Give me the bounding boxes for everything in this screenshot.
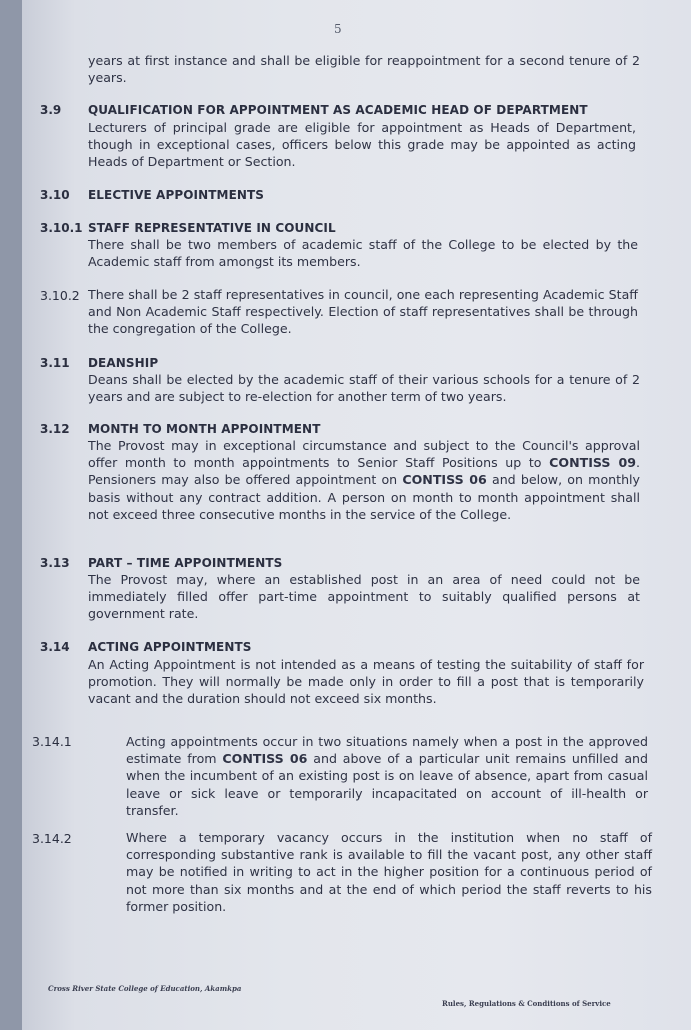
section-number: 3.14.2 (32, 831, 72, 846)
section-number: 3.9 (40, 103, 62, 117)
section-body: Where a temporary vacancy occurs in the institution when no staff of corresponding substantive rank is available to fill the vacant post, any other staff may be notified in writing to act in the higher position for a continuous period of not more than six months and at the end of which period the staff reverts to his former position. (126, 830, 652, 914)
section-number: 3.13 (40, 556, 70, 570)
section-body: The Provost may in exceptional circumstance and subject to the Council's approval offer month to month appointments to Senior Staff Positions up to CONTISS 09. Pensioners may also be offered appointment on CONTISS 06 and below, on monthly basis without any contract addition. A person on month to month appointment shall not exceed three consecutive months in the service of the College. (88, 438, 641, 522)
document-page (22, 0, 691, 1030)
section-heading: MONTH TO MONTH APPOINTMENT (88, 422, 321, 436)
section-heading: QUALIFICATION FOR APPOINTMENT AS ACADEMIC HEAD OF DEPARTMENT (88, 103, 588, 117)
section-number: 3.11 (40, 356, 70, 370)
section-heading: PART – TIME APPOINTMENTS (88, 556, 283, 570)
section-number: 3.10.2 (40, 288, 80, 303)
intro-paragraph: years at first instance and shall be eligible for reappointment for a second tenure of 2 years. (88, 53, 640, 86)
section-body: There shall be two members of academic staff of the College to be elected by the Academic staff from amongst its members. (88, 237, 638, 270)
section-heading: ELECTIVE APPOINTMENTS (88, 188, 265, 202)
section-heading: STAFF REPRESENTATIVE IN COUNCIL (88, 221, 336, 235)
page-number: 5 (334, 22, 342, 36)
section-heading: DEANSHIP (88, 356, 159, 370)
section-number: 3.10 (40, 188, 70, 202)
section-body: Lecturers of principal grade are eligible for appointment as Heads of Department, though in exceptional cases, officers below this grade may be appointed as acting Heads of Department or Section. (88, 120, 636, 170)
section-body: The Provost may, where an established post in an area of need could not be immediately filled offer part-time appointment to suitably qualified persons at government rate. (88, 572, 640, 622)
section-body: Acting appointments occur in two situations namely when a post in the approved estimate from CONTISS 06 and above of a particular unit remains unfilled and when the incumbent of an existing post is on leave of absence, apart from casual leave or sick leave or temporarily incapacitated on account of ill-health or transfer. (126, 734, 649, 818)
section-heading: ACTING APPOINTMENTS (88, 640, 252, 654)
section-number: 3.12 (40, 422, 70, 436)
section-body: An Acting Appointment is not intended as a means of testing the suitability of staff for promotion. They will normally be made only in order to fill a post that is temporarily vacant and the duration should not exceed six months. (88, 657, 644, 707)
section-number: 3.14.1 (32, 734, 72, 749)
section-body: Deans shall be elected by the academic staff of their various schools for a tenure of 2 years and are subject to re-election for another term of two years. (88, 372, 640, 405)
section-number: 3.10.1 (40, 221, 83, 235)
section-body: There shall be 2 staff representatives in council, one each representing Academic Staff and Non Academic Staff respectively. Election of staff representatives shall be through the congregation of the College. (88, 287, 638, 337)
section-number: 3.14 (40, 640, 70, 654)
footer-left: Cross River State College of Education, Akamkpa (48, 984, 242, 993)
footer-right: Rules, Regulations & Conditions of Service (442, 999, 611, 1008)
